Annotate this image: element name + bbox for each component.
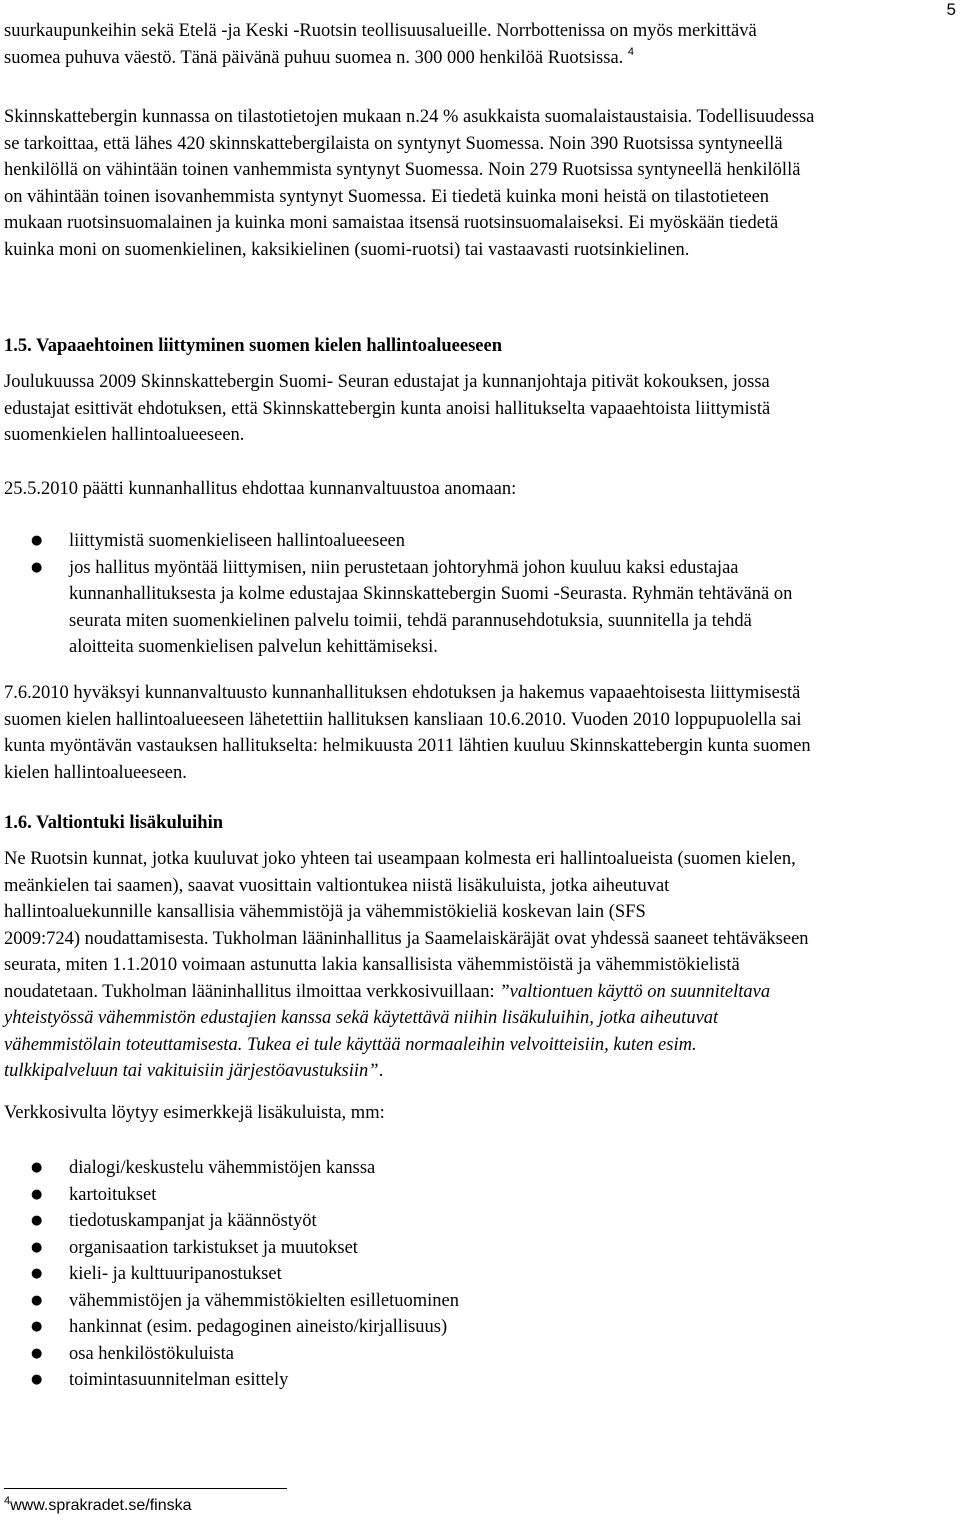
stats-line: on vähintään toinen isovanhemmista syntynyt Suomessa. Ei tiedetä kuinka moni heistä on tilastotieteen [4, 186, 770, 207]
list-item-text: ● toimintasuunnitelman esittely [69, 1370, 289, 1390]
section-1-6-paragraph-1 [4, 846, 956, 1085]
list-item [4, 555, 956, 661]
stats-line: henkilöllä on vähintään toinen vanhemmista syntynyt Suomessa. Noin 279 Ruotsissa syntyneellä henkilöllä [4, 160, 801, 180]
list-item-text: ● kartoitukset [69, 1184, 157, 1205]
intro-paragraph [4, 18, 956, 71]
list-item-text: ● jos hallitus myöntää liittymisen, niin perustetaan johtoryhmä johon kuuluu kaksi edustajaa [69, 557, 739, 578]
list-item-text: seurata miten suomenkielinen palvelu toimii, tehdä parannusehdotuksia, suunnitella ja tehdä [69, 610, 752, 631]
section-1-5-bullet-list [4, 528, 956, 661]
list-item-text: ● tiedotuskampanjat ja käännöstyöt [69, 1211, 317, 1231]
list-item [4, 1341, 956, 1368]
footnote-link[interactable]: www.sprakradet.se/finska [10, 1497, 192, 1514]
section-1-5-heading: 1.5. Vapaaehtoinen liittyminen suomen kielen hallintoalueeseen [4, 336, 503, 356]
para-line: hallintoaluekunnille kansallisia vähemmistöjä ja vähemmistökieliä koskevan lain (SFS [4, 902, 646, 922]
list-item-text: ● osa henkilöstökuluista [69, 1343, 234, 1364]
stats-line: se tarkoittaa, että lähes 420 skinnskattebergilaista on syntynyt Suomessa. Noin 390 Ruotsissa syntyneellä [4, 133, 783, 154]
para-line: suomenkielen hallintoalueeseen. [4, 425, 245, 445]
para-line: kielen hallintoalueeseen. [4, 762, 187, 783]
para-line [4, 979, 956, 1006]
intro-line-1: suurkaupunkeihin sekä Etelä -ja Keski -Ruotsin teollisuusalueille. Norrbottenissa on myös merkittävä [4, 21, 757, 41]
list-item [4, 1367, 956, 1394]
intro-line-2-text: suomea puhuva väestö. Tänä päivänä puhuu suomea n. 300 000 henkilöä Ruotsissa. [4, 47, 624, 68]
footnote-number: 4 [4, 1495, 11, 1507]
quote-end: . [378, 1061, 384, 1081]
stats-line: Skinnskattebergin kunnassa on tilastotietojen mukaan n.24 % asukkaista suomalaistaustaisia. Todellisuudessa [4, 107, 815, 127]
list-item-text: ● dialogi/keskustelu vähemmistöjen kanssa [69, 1158, 376, 1178]
list-item-text: ● vähemmistöjen ja vähemmistökielten esilletuominen [69, 1290, 459, 1311]
para-line: suomen kielen hallintoalueeseen lähetettiin hallituksen kansliaan 10.6.2010. Vuoden 2010 loppupuolella sai [4, 709, 802, 730]
para-line: edustajat esittivät ehdotuksen, että Skinnskattebergin kunta anoisi hallitukselta vapaaehtoista liittymistä [4, 398, 771, 419]
footnote-divider [4, 1488, 287, 1489]
para-line: Joulukuussa 2009 Skinnskattebergin Suomi- Seuran edustajat ja kunnanjohtaja pitivät kokouksen, jossa [4, 372, 770, 392]
list-item-text: ● kieli- ja kulttuuripanostukset [69, 1264, 282, 1284]
examples-bullet-list [4, 1155, 956, 1394]
para-line: Ne Ruotsin kunnat, jotka kuuluvat joko yhteen tai useampaan kolmesta eri hallintoalueista (suomen kielen, [4, 849, 796, 869]
para-line: 7.6.2010 hyväksyi kunnanvaltuusto kunnanhallituksen ehdotuksen ja hakemus vapaaehtoisesta liittymisestä [4, 683, 801, 703]
list-item-text: aloitteita suomenkielisen palvelun kehittämiseksi. [69, 637, 438, 657]
list-item [4, 528, 956, 555]
list-item-text: kunnanhallituksesta ja kolme edustajaa Skinnskattebergin Suomi -Seurasta. Ryhmän tehtävänä on [69, 584, 793, 604]
list-item [4, 1261, 956, 1288]
quote-line: vähemmistölain toteuttamisesta. Tukea ei tule käyttää normaaleihin velvoitteisiin, kuten esim. [4, 1034, 697, 1055]
list-item [4, 1182, 956, 1209]
quote-line: yhteistyössä vähemmistön edustajien kanssa sekä käytettävä niihin lisäkuluihin, jotka aiheutuvat [4, 1008, 719, 1028]
para-line: meänkielen tai saamen), saavat vuosittain valtiontukea niistä lisäkuluista, jotka aiheutuvat [4, 875, 670, 896]
list-item-text: ● hankinnat (esim. pedagoginen aineisto/kirjallisuus) [69, 1317, 448, 1337]
para-text: noudatetaan. Tukholman lääninhallitus ilmoittaa verkkosivuillaan: [4, 981, 500, 1002]
list-item [4, 1208, 956, 1235]
stats-line: kuinka moni on suomenkielinen, kaksikielinen (suomi-ruotsi) tai vastaavasti ruotsinkielinen. [4, 239, 690, 260]
para-line: 2009:724) noudattamisesta. Tukholman lääninhallitus ja Saamelaiskäräjät ovat yhdessä saaneet tehtäväkseen [4, 928, 809, 949]
page-number: 5 [946, 0, 956, 19]
section-1-5-paragraph-1 [4, 369, 956, 449]
stats-paragraph [4, 104, 956, 263]
para-line: seurata, miten 1.1.2010 voimaan astunutta lakia kansallisista vähemmistöistä ja vähemmistökielistä [4, 955, 740, 975]
footnote [4, 1496, 192, 1516]
list-item [4, 1235, 956, 1262]
intro-line-2 [4, 45, 956, 72]
list-item [4, 1288, 956, 1315]
list-item [4, 1314, 956, 1341]
section-1-5-paragraph-2: 25.5.2010 päätti kunnanhallitus ehdottaa kunnanvaltuustoa anomaan: [4, 479, 517, 499]
para-line [4, 1058, 956, 1085]
footnote-ref: 4 [627, 45, 635, 58]
list-item-text: ● liittymistä suomenkieliseen hallintoalueeseen [69, 531, 405, 551]
section-1-6-paragraph-2: Verkkosivulta löytyy esimerkkejä lisäkuluista, mm: [4, 1103, 385, 1123]
list-item-text: ● organisaation tarkistukset ja muutokset [69, 1237, 358, 1258]
list-item [4, 1155, 956, 1182]
stats-line: mukaan ruotsinsuomalainen ja kuinka moni samaistaa itsensä ruotsinsuomalaiseksi. Ei myöskään tiedetä [4, 213, 779, 233]
quote-text: ”valtiontuen käyttö on suunniteltava [499, 981, 771, 1002]
section-1-6-heading: 1.6. Valtiontuki lisäkuluihin [4, 813, 224, 833]
section-1-5-paragraph-3 [4, 680, 956, 786]
quote-text: tulkkipalveluun tai vakituisiin järjestöavustuksiin” [4, 1061, 379, 1081]
para-line: kunta myöntävän vastauksen hallitukselta: helmikuusta 2011 lähtien kuuluu Skinnskattebergin kunta suomen [4, 736, 811, 756]
